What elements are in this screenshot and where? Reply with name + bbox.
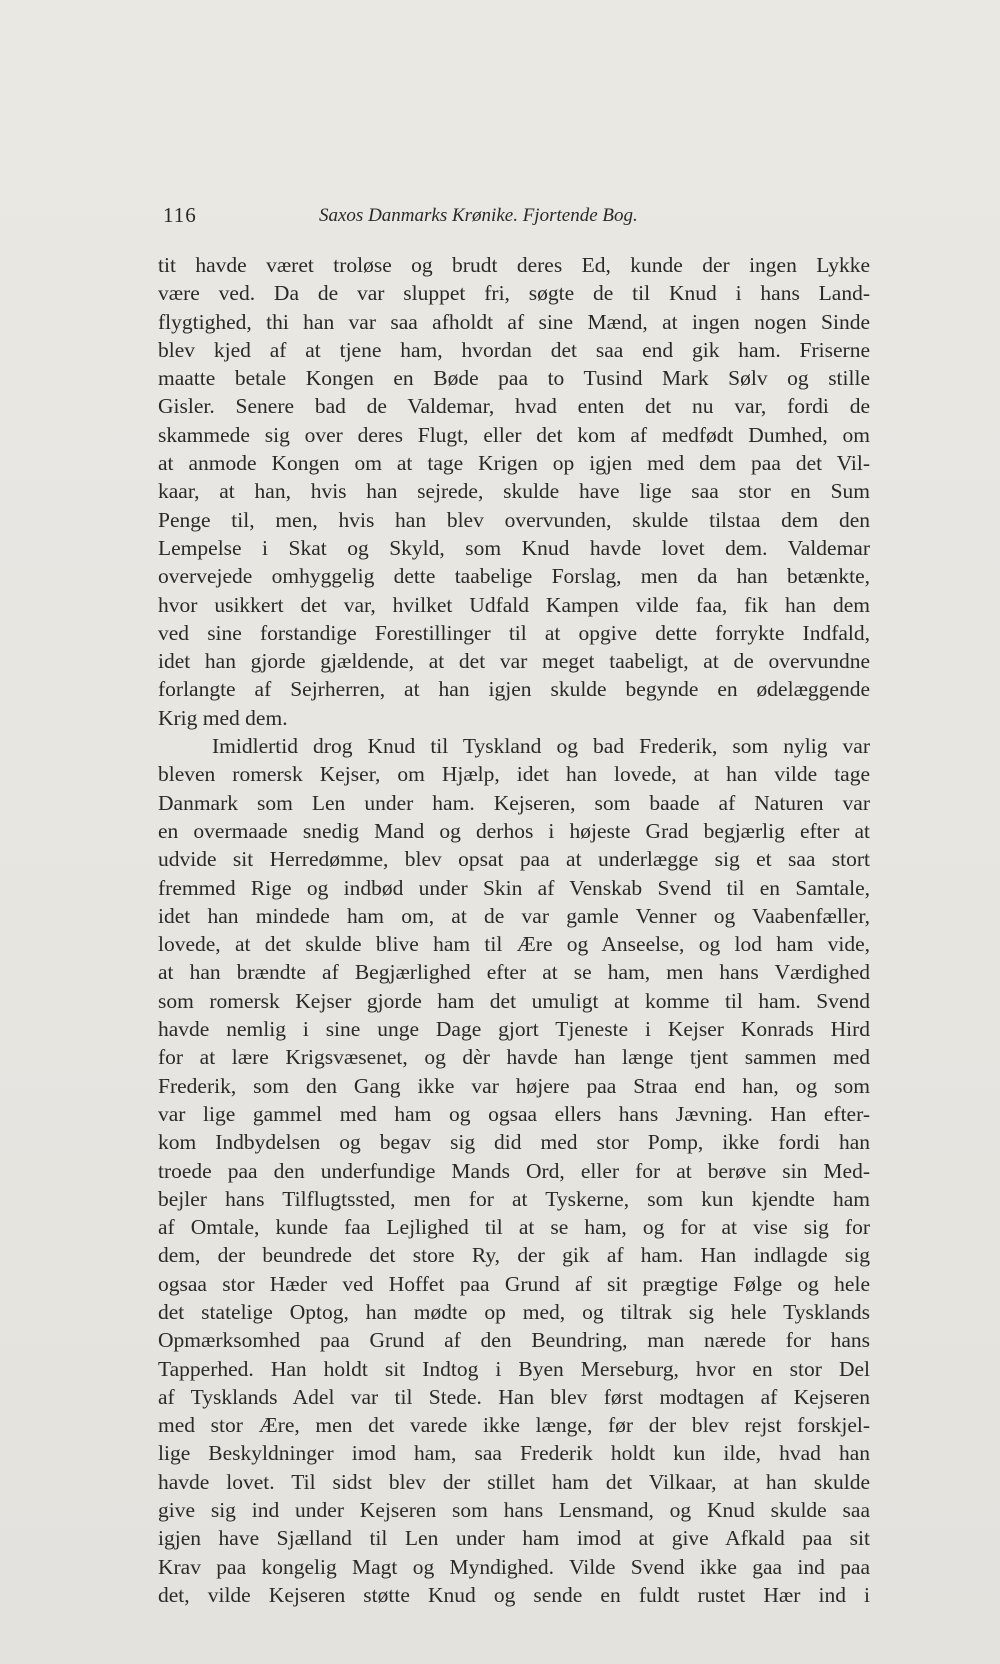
text-line: Tapperhed. Han holdt sit Indtog i Byen Merseburg, hvor en stor Del [158,1356,870,1381]
text-line: var lige gammel med ham og ogsaa ellers hans Jævning. Han efter- [158,1101,870,1126]
text-line: forlangte af Sejrherren, at han igjen skulde begynde en ødelæggende [158,677,870,702]
text-line: troede paa den underfundige Mands Ord, eller for at berøve sin Med- [158,1158,870,1183]
text-line: Imidlertid drog Knud til Tyskland og bad Frederik, som nylig var [212,734,870,759]
text-line: kaar, at han, hvis han sejrede, skulde have lige saa stor en Sum [158,479,870,504]
text-line: havde lovet. Til sidst blev der stillet ham det Vilkaar, at han skulde [158,1469,870,1494]
text-line: kom Indbydelsen og begav sig did med stor Pomp, ikke fordi han [158,1130,870,1155]
text-line: bejler hans Tilflugtssted, men for at Tyskerne, som kun kjendte ham [158,1186,870,1211]
text-line: flygtighed, thi han var saa afholdt af sine Mænd, at ingen nogen Sinde [158,309,870,334]
running-title: Saxos Danmarks Krønike. Fjortende Bog. [319,205,638,226]
text-line: blev kjed af at tjene ham, hvordan det saa end gik ham. Friserne [158,337,870,362]
text-line: tit havde været troløse og brudt deres Ed, kunde der ingen Lykke [158,253,870,277]
text-line: Opmærksomhed paa Grund af den Beundring, man nærede for hans [158,1328,870,1353]
text-line: være ved. Da de var sluppet fri, søgte de til Knud i hans Land- [158,281,870,306]
text-line: ved sine forstandige Forestillinger til at opgive dette forrykte Indfald, [158,620,870,645]
text-line: maatte betale Kongen en Bøde paa to Tusind Mark Sølv og stille [158,366,870,391]
text-line: at han brændte af Begjærlighed efter at se ham, men hans Værdighed [158,960,870,985]
text-line: for at lære Krigsvæsenet, og dèr havde han længe tjent sammen med [158,1045,870,1070]
page-number: 116 [163,203,197,227]
text-line: en overmaade snedig Mand og derhos i højeste Grad begjærlig efter at [158,818,870,843]
text-line: lige Beskyldninger imod ham, saa Frederik holdt kun ilde, hvad han [158,1441,870,1466]
text-line: ogsaa stor Hæder ved Hoffet paa Grund af sit prægtige Følge og hele [158,1271,870,1296]
text-line: skammede sig over deres Flugt, eller det kom af medfødt Dumhed, om [158,422,870,447]
text-line: det, vilde Kejseren støtte Knud og sende en fuldt rustet Hær ind i [158,1582,870,1607]
text-line: det statelige Optog, han mødte op med, og tiltrak sig hele Tysklands [158,1299,870,1324]
text-line: Lempelse i Skat og Skyld, som Knud havde lovet dem. Valdemar [158,535,870,560]
text-line: Frederik, som den Gang ikke var højere paa Straa end han, og som [158,1073,870,1098]
text-line: havde nemlig i sine unge Dage gjort Tjeneste i Kejser Konrads Hird [158,1017,870,1042]
text-line: hvor usikkert det var, hvilket Udfald Kampen vilde faa, fik han dem [158,592,870,617]
text-line: igjen have Sjælland til Len under ham imod at give Afkald paa sit [158,1526,870,1551]
text-line: Penge til, men, hvis han blev overvunden, skulde tilstaa dem den [158,507,870,532]
text-line: med stor Ære, men det varede ikke længe, før der blev rejst forskjel- [158,1413,870,1438]
text-line: lovede, at det skulde blive ham til Ære og Anseelse, og lod ham vide, [158,932,870,957]
text-line: Danmark som Len under ham. Kejseren, som baade af Naturen var [158,790,870,815]
page-header [163,203,723,235]
text-line: overvejede omhyggelig dette taabelige Forslag, men da han betænkte, [158,564,870,589]
text-line: give sig ind under Kejseren som hans Lensmand, og Knud skulde saa [158,1498,870,1523]
text-line: Krav paa kongelig Magt og Myndighed. Vilde Svend ikke gaa ind paa [158,1554,870,1579]
text-line: Krig med dem. [158,705,288,730]
text-line: Gisler. Senere bad de Valdemar, hvad enten det nu var, fordi de [158,394,870,419]
text-line: som romersk Kejser gjorde ham det umuligt at komme til ham. Svend [158,988,870,1013]
body-text [158,251,870,1609]
text-line: fremmed Rige og indbød under Skin af Venskab Svend til en Samtale, [158,875,870,900]
text-line: af Tysklands Adel var til Stede. Han blev først modtagen af Kejseren [158,1384,870,1409]
text-line: idet han mindede ham om, at de var gamle Venner og Vaabenfæller, [158,903,870,928]
text-line: at anmode Kongen om at tage Krigen op igjen med dem paa det Vil- [158,451,870,476]
text-line: udvide sit Herredømme, blev opsat paa at underlægge sig et saa stort [158,847,870,872]
text-line: af Omtale, kunde faa Lejlighed til at se ham, og for at vise sig for [158,1215,870,1240]
text-line: dem, der beundrede det store Ry, der gik af ham. Han indlagde sig [158,1243,870,1268]
text-line: bleven romersk Kejser, om Hjælp, idet han lovede, at han vilde tage [158,762,870,787]
text-line: idet han gjorde gjældende, at det var meget taabeligt, at de overvundne [158,649,870,674]
